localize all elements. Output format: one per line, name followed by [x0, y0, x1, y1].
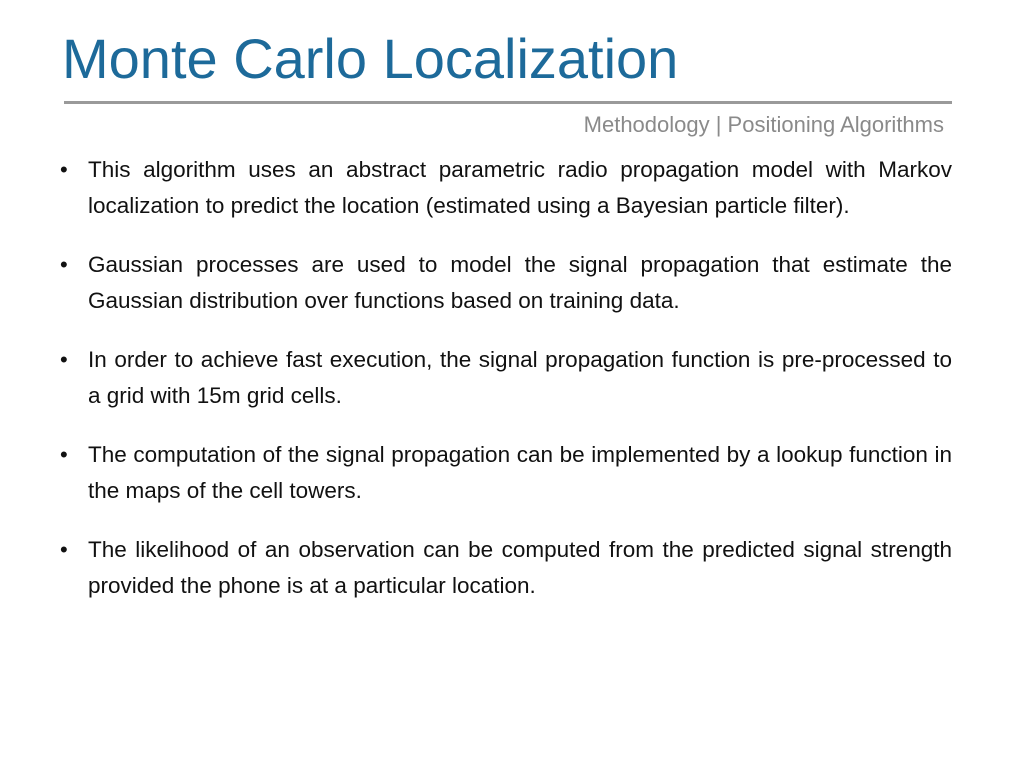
bullet-list: [60, 152, 952, 627]
bullet-icon: •: [60, 442, 68, 467]
bullet-icon: •: [60, 252, 68, 277]
bullet-text: In order to achieve fast execution, the signal propagation function is pre-processed to a grid with 15m grid cells.: [88, 347, 952, 408]
bullet-text: Gaussian processes are used to model the signal propagation that estimate the Gaussian distribution over functions based on training data.: [88, 252, 952, 313]
slide-subtitle: Methodology | Positioning Algorithms: [583, 112, 944, 137]
bullet-item: [60, 342, 952, 413]
bullet-item: [60, 532, 952, 603]
bullet-text: The likelihood of an observation can be computed from the predicted signal strength provided the phone is at a particular location.: [88, 537, 952, 598]
bullet-item: [60, 152, 952, 223]
title-divider: [64, 101, 952, 104]
bullet-item: [60, 437, 952, 508]
slide-title: Monte Carlo Localization: [62, 27, 679, 90]
bullet-icon: •: [60, 347, 68, 372]
bullet-text: The computation of the signal propagation can be implemented by a lookup function in the maps of the cell towers.: [88, 442, 952, 503]
bullet-icon: •: [60, 157, 68, 182]
bullet-item: [60, 247, 952, 318]
bullet-text: This algorithm uses an abstract parametric radio propagation model with Markov localization to predict the location (estimated using a Bayesian particle filter).: [88, 157, 952, 218]
bullet-icon: •: [60, 537, 68, 562]
